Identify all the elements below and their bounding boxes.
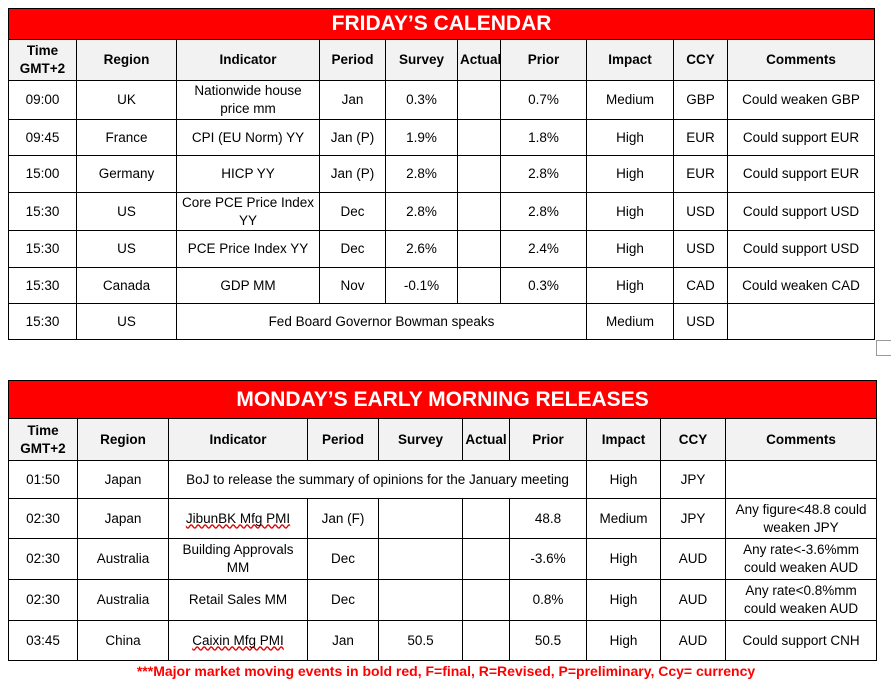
- fridays-calendar-table: [8, 8, 875, 340]
- header-prior: Prior: [510, 419, 587, 461]
- region-cell: Japan: [78, 499, 169, 539]
- fridays-calendar-title: FRIDAY’S CALENDAR: [9, 9, 875, 40]
- header-prior: Prior: [501, 40, 587, 81]
- ccy-cell: AUD: [661, 539, 726, 580]
- table-row: [9, 193, 875, 231]
- prior-cell: 0.8%: [510, 580, 587, 621]
- table-row: [9, 81, 875, 120]
- time-cell: 02:30: [9, 580, 78, 621]
- ccy-cell: GBP: [674, 81, 728, 120]
- period-cell: Dec: [308, 580, 379, 621]
- table-row: [9, 120, 875, 156]
- survey-cell: 1.9%: [386, 120, 458, 156]
- actual-cell: [463, 580, 510, 621]
- header-indicator: Indicator: [169, 419, 308, 461]
- region-cell: US: [77, 231, 177, 268]
- header-row: [9, 40, 875, 81]
- ccy-cell: AUD: [661, 621, 726, 661]
- impact-cell: Medium: [587, 81, 674, 120]
- event-cell: Fed Board Governor Bowman speaks: [177, 304, 587, 340]
- impact-cell: High: [587, 580, 661, 621]
- header-region: Region: [78, 419, 169, 461]
- comments-cell: Could support EUR: [728, 120, 875, 156]
- actual-cell: [458, 231, 501, 268]
- prior-cell: 2.8%: [501, 193, 587, 231]
- ccy-cell: AUD: [661, 580, 726, 621]
- header-ccy: CCY: [674, 40, 728, 81]
- actual-cell: [458, 120, 501, 156]
- indicator-cell: GDP MM: [177, 268, 320, 304]
- indicator-cell: Caixin Mfg PMI: [169, 621, 308, 661]
- indicator-cell: Retail Sales MM: [169, 580, 308, 621]
- time-cell: 02:30: [9, 499, 78, 539]
- ccy-cell: EUR: [674, 156, 728, 193]
- period-cell: Dec: [308, 539, 379, 580]
- time-cell: 09:45: [9, 120, 77, 156]
- comments-cell: Could support EUR: [728, 156, 875, 193]
- actual-cell: [463, 499, 510, 539]
- impact-cell: High: [587, 120, 674, 156]
- indicator-cell: PCE Price Index YY: [177, 231, 320, 268]
- prior-cell: 1.8%: [501, 120, 587, 156]
- prior-cell: 2.8%: [501, 156, 587, 193]
- time-cell: 15:30: [9, 231, 77, 268]
- table-row: [9, 580, 877, 621]
- header-ccy: CCY: [661, 419, 726, 461]
- period-cell: Dec: [320, 231, 386, 268]
- survey-cell: 2.8%: [386, 193, 458, 231]
- header-period: Period: [320, 40, 386, 81]
- prior-cell: 0.7%: [501, 81, 587, 120]
- resize-handle[interactable]: [876, 340, 891, 356]
- table-row: [9, 499, 877, 539]
- ccy-cell: USD: [674, 193, 728, 231]
- ccy-cell: USD: [674, 304, 728, 340]
- period-cell: Jan (P): [320, 156, 386, 193]
- period-cell: Jan (F): [308, 499, 379, 539]
- indicator-cell: HICP YY: [177, 156, 320, 193]
- impact-cell: High: [587, 268, 674, 304]
- comments-cell: Could support CNH: [726, 621, 877, 661]
- comments-cell: Could support USD: [728, 231, 875, 268]
- period-cell: Nov: [320, 268, 386, 304]
- region-cell: UK: [77, 81, 177, 120]
- table-row: [9, 156, 875, 193]
- table-row: [9, 539, 877, 580]
- monday-releases-title: MONDAY’S EARLY MORNING RELEASES: [9, 381, 877, 419]
- impact-cell: High: [587, 539, 661, 580]
- footer-note: ***Major market moving events in bold red, F=final, R=Revised, P=preliminary, Ccy= currency: [136, 663, 756, 679]
- header-impact: Impact: [587, 40, 674, 81]
- prior-cell: 0.3%: [501, 268, 587, 304]
- header-comments: Comments: [728, 40, 875, 81]
- impact-cell: Medium: [587, 499, 661, 539]
- prior-cell: 50.5: [510, 621, 587, 661]
- ccy-cell: JPY: [661, 499, 726, 539]
- header-time: Time GMT+2: [9, 40, 77, 81]
- indicator-cell: Nationwide house price mm: [177, 81, 320, 120]
- ccy-cell: EUR: [674, 120, 728, 156]
- region-cell: Canada: [77, 268, 177, 304]
- actual-cell: [458, 81, 501, 120]
- header-actual: Actual: [458, 40, 501, 81]
- indicator-cell: Building Approvals MM: [169, 539, 308, 580]
- ccy-cell: CAD: [674, 268, 728, 304]
- period-cell: Jan: [320, 81, 386, 120]
- impact-cell: High: [587, 156, 674, 193]
- region-cell: US: [77, 193, 177, 231]
- header-region: Region: [77, 40, 177, 81]
- indicator-cell: JibunBK Mfg PMI: [169, 499, 308, 539]
- header-survey: Survey: [379, 419, 463, 461]
- indicator-cell: CPI (EU Norm) YY: [177, 120, 320, 156]
- region-cell: China: [78, 621, 169, 661]
- region-cell: Japan: [78, 461, 169, 499]
- monday-releases-table: [8, 380, 877, 661]
- period-cell: Jan: [308, 621, 379, 661]
- survey-cell: -0.1%: [386, 268, 458, 304]
- comments-cell: Any rate<0.8%mm could weaken AUD: [726, 580, 877, 621]
- survey-cell: 50.5: [379, 621, 463, 661]
- region-cell: Australia: [78, 539, 169, 580]
- event-cell: BoJ to release the summary of opinions for the January meeting: [169, 461, 587, 499]
- time-cell: 03:45: [9, 621, 78, 661]
- actual-cell: [458, 268, 501, 304]
- region-cell: US: [77, 304, 177, 340]
- header-impact: Impact: [587, 419, 661, 461]
- header-period: Period: [308, 419, 379, 461]
- table-row: [9, 621, 877, 661]
- time-cell: 02:30: [9, 539, 78, 580]
- survey-cell: [379, 580, 463, 621]
- survey-cell: 0.3%: [386, 81, 458, 120]
- comments-cell: [728, 304, 875, 340]
- ccy-cell: JPY: [661, 461, 726, 499]
- period-cell: Jan (P): [320, 120, 386, 156]
- comments-cell: Any rate<-3.6%mm could weaken AUD: [726, 539, 877, 580]
- survey-cell: [379, 499, 463, 539]
- header-row: [9, 419, 877, 461]
- time-cell: 15:30: [9, 268, 77, 304]
- comments-cell: Could support USD: [728, 193, 875, 231]
- header-time: Time GMT+2: [9, 419, 78, 461]
- impact-cell: Medium: [587, 304, 674, 340]
- comments-cell: Could weaken CAD: [728, 268, 875, 304]
- header-survey: Survey: [386, 40, 458, 81]
- ccy-cell: USD: [674, 231, 728, 268]
- region-cell: Australia: [78, 580, 169, 621]
- survey-cell: 2.8%: [386, 156, 458, 193]
- comments-cell: Any figure<48.8 could weaken JPY: [726, 499, 877, 539]
- time-cell: 01:50: [9, 461, 78, 499]
- indicator-cell: Core PCE Price Index YY: [177, 193, 320, 231]
- actual-cell: [458, 156, 501, 193]
- impact-cell: High: [587, 231, 674, 268]
- table-row: [9, 231, 875, 268]
- survey-cell: 2.6%: [386, 231, 458, 268]
- region-cell: Germany: [77, 156, 177, 193]
- comments-cell: [726, 461, 877, 499]
- table-row: [9, 304, 875, 340]
- impact-cell: High: [587, 461, 661, 499]
- prior-cell: 48.8: [510, 499, 587, 539]
- survey-cell: [379, 539, 463, 580]
- impact-cell: High: [587, 193, 674, 231]
- actual-cell: [458, 193, 501, 231]
- impact-cell: High: [587, 621, 661, 661]
- prior-cell: -3.6%: [510, 539, 587, 580]
- time-cell: 15:30: [9, 193, 77, 231]
- time-cell: 09:00: [9, 81, 77, 120]
- header-actual: Actual: [463, 419, 510, 461]
- header-comments: Comments: [726, 419, 877, 461]
- comments-cell: Could weaken GBP: [728, 81, 875, 120]
- time-cell: 15:30: [9, 304, 77, 340]
- period-cell: Dec: [320, 193, 386, 231]
- time-cell: 15:00: [9, 156, 77, 193]
- region-cell: France: [77, 120, 177, 156]
- prior-cell: 2.4%: [501, 231, 587, 268]
- table-row: [9, 268, 875, 304]
- actual-cell: [463, 621, 510, 661]
- table-row: [9, 461, 877, 499]
- header-indicator: Indicator: [177, 40, 320, 81]
- actual-cell: [463, 539, 510, 580]
